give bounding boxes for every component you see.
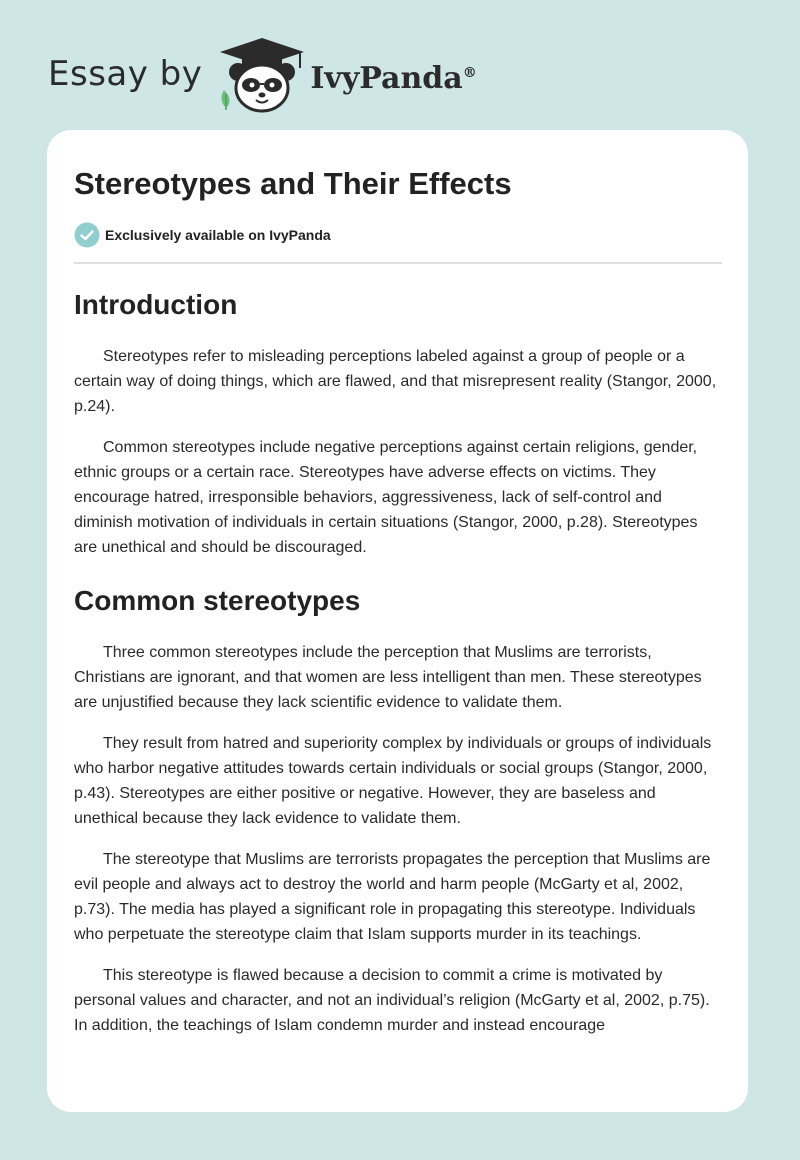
paragraph: The stereotype that Muslims are terrorists propagates the perception that Muslims are evil people and always act to destroy the world and harm people (McGarty et al, 2002, p.73). The media has played a significant role in propagating this stereotype. Individuals who perpetuate the stereotype claim that Islam supports murder in its teachings. bbox=[74, 851, 711, 943]
exclusive-badge bbox=[74, 222, 722, 248]
registered-mark: ® bbox=[462, 64, 477, 81]
brand-name[interactable] bbox=[310, 61, 476, 96]
exclusive-badge-label: Exclusively available on IvyPanda bbox=[105, 227, 331, 243]
essay-by-label: Essay by bbox=[48, 54, 203, 94]
paragraph: Common stereotypes include negative perceptions against certain religions, gender, ethnic groups or a certain race. Stereotypes have adverse effects on victims. They encourage hatred, irresponsible behaviors, aggressiveness, lack of self-control and diminish motivation of individuals in certain situations (Stangor, 2000, p.28). Stereotypes are unethical and should be discouraged. bbox=[74, 439, 698, 556]
essay-card bbox=[47, 130, 748, 1112]
section-heading-common-stereotypes: Common stereotypes bbox=[74, 585, 361, 616]
paragraph: Three common stereotypes include the perception that Muslims are terrorists, Christians are ignorant, and that women are less intelligent than men. These stereotypes are unjustified because they lack scientific evidence to validate them. bbox=[74, 644, 702, 711]
panda-logo-icon[interactable] bbox=[216, 34, 308, 114]
check-circle-icon bbox=[74, 222, 100, 248]
paragraph: They result from hatred and superiority complex by individuals or groups of individuals who harbor negative attitudes towards certain individuals or social groups (Stangor, 2000, p.43). Stereotypes are either positive or negative. However, they are baseless and unethical because they lack evidence to validate them. bbox=[74, 735, 712, 827]
section-heading-introduction: Introduction bbox=[74, 289, 238, 320]
divider bbox=[74, 262, 722, 264]
site-header bbox=[48, 34, 477, 114]
paragraph: Stereotypes refer to misleading perceptions labeled against a group of people or a certain way of doing things, which are flawed, and that misrepresent reality (Stangor, 2000, p.24). bbox=[74, 348, 717, 415]
brand-text: IvyPanda bbox=[310, 60, 463, 96]
paragraph: This stereotype is flawed because a decision to commit a crime is motivated by personal values and character, and not an individual’s religion (McGarty et al, 2002, p.75). In addition, the teachings of Islam condemn murder and instead encourage bbox=[74, 967, 710, 1034]
essay-title: Stereotypes and Their Effects bbox=[74, 166, 512, 201]
